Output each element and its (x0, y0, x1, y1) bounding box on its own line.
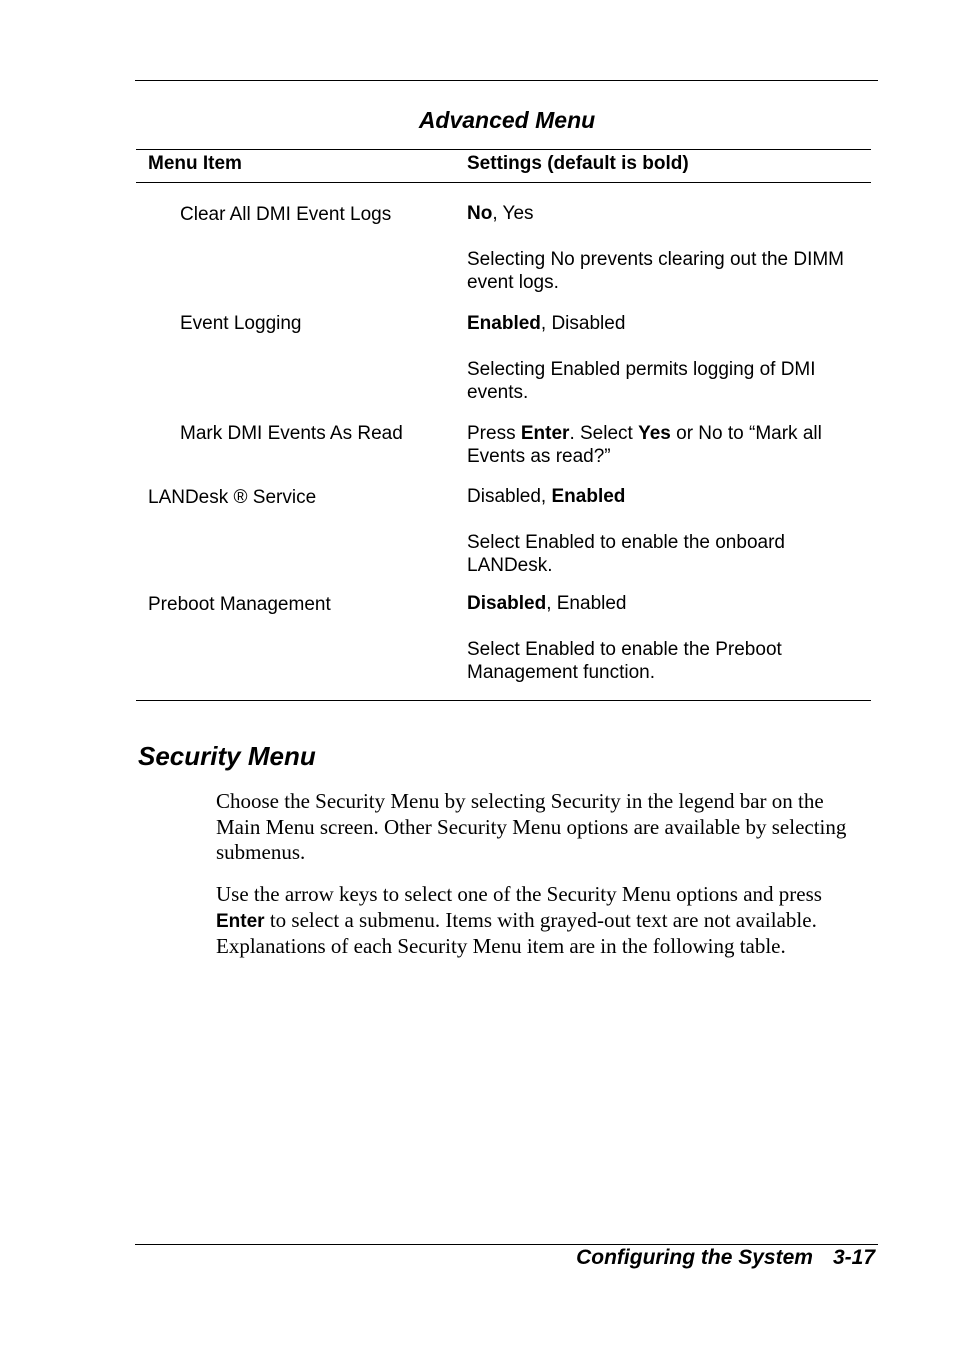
default-value: Enabled (551, 486, 626, 507)
default-value: No (467, 203, 493, 224)
other-value: , Enabled (546, 593, 627, 614)
default-value: Enabled (467, 313, 541, 334)
default-value: Disabled (467, 593, 547, 614)
table-title: Advanced Menu (418, 107, 596, 133)
table-top-rule (136, 149, 871, 150)
row-item-event-logging: Event Logging (180, 313, 302, 334)
other-value: , Yes (492, 203, 534, 224)
row-desc-event-logging: Selecting Enabled permits logging of DMI events. (467, 359, 816, 403)
page-footer (576, 1246, 875, 1270)
enter-key: Enter (520, 423, 570, 444)
row-setting-clear-dmi (467, 202, 534, 225)
paragraph-text: to select a submenu. Items with grayed-out text are not available. Explanations of each Security Menu item are in the following table. (216, 907, 817, 958)
other-value: Disabled, (467, 486, 552, 507)
security-paragraph-2 (216, 882, 866, 960)
row-item-preboot: Preboot Management (148, 594, 331, 615)
setting-text: or No to “Mark all Events as read?” (467, 423, 822, 467)
row-desc-clear-dmi: Selecting No prevents clearing out the DIMM event logs. (467, 249, 845, 293)
row-setting-preboot (467, 592, 627, 615)
other-value: , Disabled (540, 313, 626, 334)
row-setting-mark-dmi (467, 422, 857, 468)
security-paragraph-1: Choose the Security Menu by selecting Security in the legend bar on the Main Menu screen. Other Security Menu options are available by selecting submenus. (216, 789, 847, 864)
setting-text: Press (467, 423, 521, 444)
row-setting-event-logging (467, 312, 625, 335)
section-title: Security Menu (138, 741, 316, 771)
row-item-clear-dmi: Clear All DMI Event Logs (180, 204, 392, 225)
paragraph-text: Use the arrow keys to select one of the Security Menu options and press (216, 882, 822, 906)
header-settings: Settings (default is bold) (467, 153, 689, 174)
page-number: 3-17 (832, 1246, 875, 1269)
row-desc-preboot: Select Enabled to enable the Preboot Management function. (467, 639, 782, 683)
row-setting-landesk (467, 485, 625, 508)
row-desc-landesk: Select Enabled to enable the onboard LANDesk. (467, 532, 785, 576)
header-rule (136, 182, 871, 183)
table-bottom-rule (136, 700, 871, 701)
top-rule (135, 80, 878, 81)
footer-rule (135, 1244, 878, 1245)
setting-text: . Select (569, 423, 639, 444)
chapter-title: Configuring the System (576, 1246, 813, 1269)
header-menu-item: Menu Item (148, 153, 242, 174)
row-item-landesk: LANDesk ® Service (148, 487, 317, 508)
default-value: Yes (638, 423, 671, 444)
enter-key: Enter (216, 910, 265, 932)
row-item-mark-dmi: Mark DMI Events As Read (180, 423, 403, 444)
